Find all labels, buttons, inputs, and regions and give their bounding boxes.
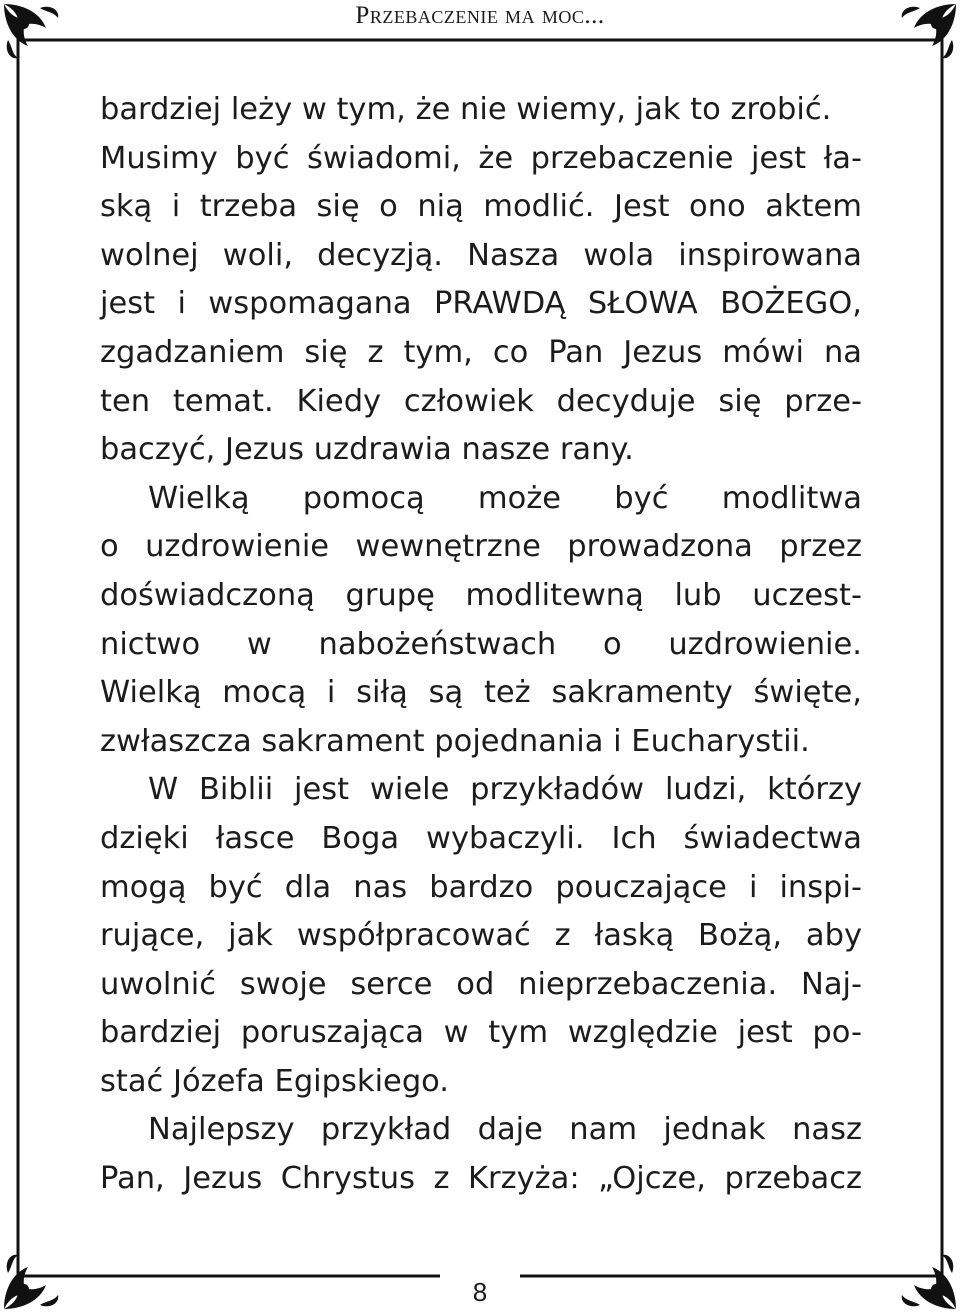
text-line: Musimy być świadomi, że przebaczenie jest ła- — [100, 140, 862, 176]
text-line: bardziej leży w tym, że nie wiemy, jak to zrobić. — [100, 92, 832, 127]
text-line: bardziej poruszająca w tym względzie jest po- — [100, 1015, 862, 1051]
page-number: 8 — [472, 1277, 488, 1307]
body-text — [100, 86, 862, 1204]
text-line: ten temat. Kiedy człowiek decyduje się prze- — [100, 383, 862, 419]
text-line: nictwo w nabożeństwach o uzdrowienie. — [100, 626, 862, 662]
text-line: jest i wspomagana PRAWDĄ SŁOWA BOŻEGO, — [100, 286, 862, 322]
text-line: uwolnić swoje serce od nieprzebaczenia. Naj- — [100, 966, 862, 1002]
text-line: Wielką pomocą może być modlitwa — [148, 480, 862, 516]
text-line: o uzdrowienie wewnętrzne prowadzona przez — [100, 529, 862, 565]
text-line: dzięki łasce Boga wybaczyli. Ich świadectwa — [100, 820, 862, 856]
text-line: Wielką mocą i siłą są też sakramenty święte, — [100, 675, 862, 711]
text-line: baczyć, Jezus uzdrawia nasze rany. — [100, 432, 634, 468]
text-line: mogą być dla nas bardzo pouczające i inspi- — [100, 869, 862, 905]
text-line: ską i trzeba się o nią modlić. Jest ono aktem — [100, 189, 862, 225]
text-line: Najlepszy przykład daje nam jednak nasz — [148, 1112, 862, 1148]
text-line: zwłaszcza sakrament pojednania i Eucharystii. — [100, 723, 810, 759]
text-line: doświadczoną grupę modlitewną lub uczest- — [100, 577, 862, 613]
text-line: wolnej woli, decyzją. Nasza wola inspirowana — [100, 237, 862, 273]
text-line: zgadzaniem się z tym, co Pan Jezus mówi na — [100, 334, 862, 370]
text-line: W Biblii jest wiele przykładów ludzi, którzy — [148, 772, 862, 808]
running-header: Przebaczenie ma moc... — [355, 2, 605, 29]
text-line: Pan, Jezus Chrystus z Krzyża: „Ojcze, przebacz — [100, 1161, 862, 1197]
text-line: rujące, jak współpracować z łaską Bożą, aby — [100, 918, 862, 954]
text-line: stać Józefa Egipskiego. — [100, 1063, 449, 1099]
